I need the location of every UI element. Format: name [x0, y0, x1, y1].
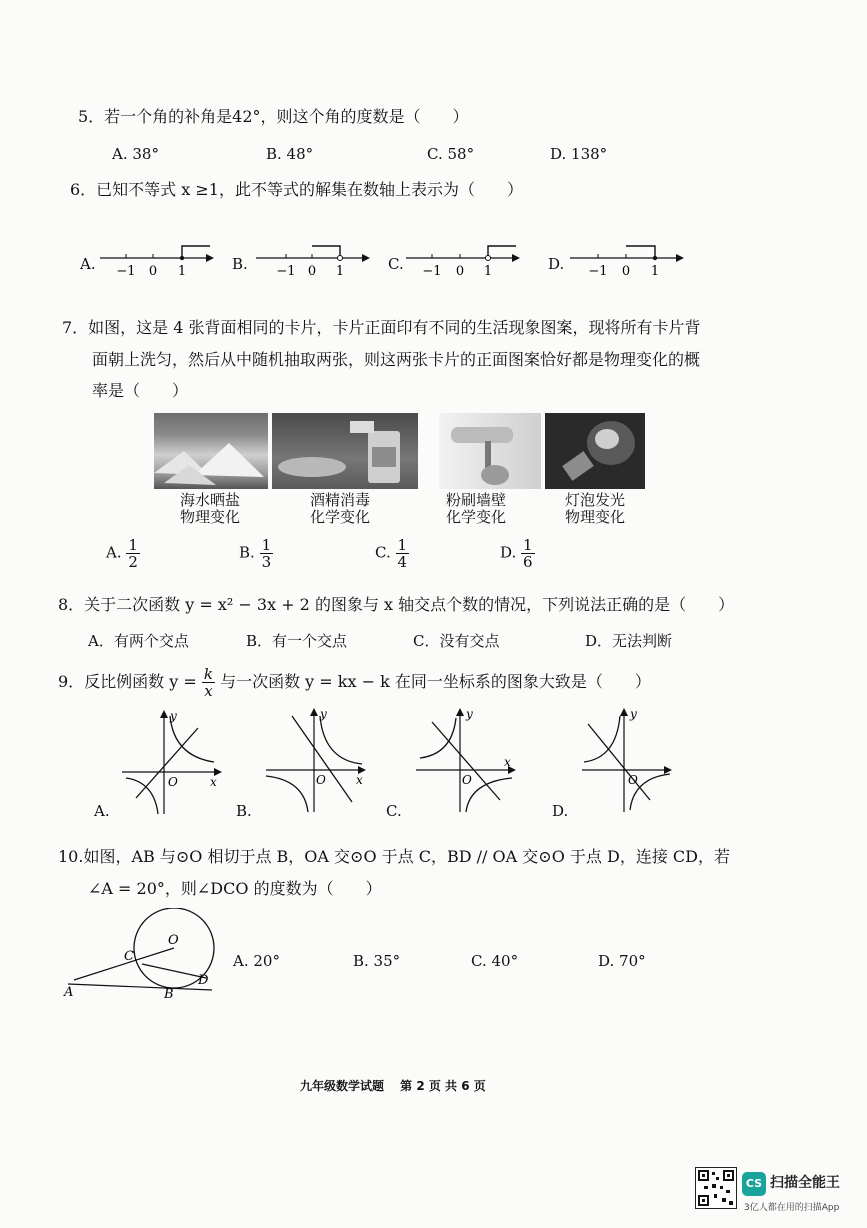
tick-label: 1	[335, 264, 345, 279]
q6-number-line-b	[254, 240, 376, 280]
tick-label: −1	[588, 264, 608, 279]
q6-option-c-letter: C.	[388, 255, 404, 273]
card-photo-sea-salt	[154, 413, 268, 489]
q9-graph-d	[578, 704, 688, 816]
q6-number-line-a	[98, 240, 218, 280]
q6-number-line-c	[404, 240, 526, 280]
svg-text:y: y	[630, 707, 637, 721]
watermark-subtitle: 3亿人都在用的扫描App	[744, 1203, 840, 1213]
q6-stem: 6．已知不等式 x ≥1，此不等式的解集在数轴上表示为（ ）	[70, 180, 523, 199]
q7-stem-line2: 面朝上洗匀，然后从中随机抽取两张，则这两张卡片的正面图案恰好都是物理变化的概	[92, 350, 701, 369]
q8-stem: 8．关于二次函数 y = x² − 3x + 2 的图象与 x 轴交点个数的情况，下列说法正确的是（ ）	[58, 595, 735, 614]
svg-text:x: x	[356, 773, 363, 787]
svg-text:x: x	[210, 775, 217, 789]
q10-option-d: D. 70°	[598, 952, 646, 970]
qr-code-icon	[695, 1167, 737, 1209]
svg-text:y: y	[170, 709, 177, 723]
q5-stem: 5．若一个角的补角是42°，则这个角的度数是（ ）	[78, 107, 469, 126]
q9-option-b-letter: B.	[236, 802, 252, 820]
q10-option-c: C. 40°	[471, 952, 519, 970]
q6-option-b-letter: B.	[232, 255, 248, 273]
card-photo-alcohol-disinfect	[272, 413, 418, 489]
card-caption-4: 灯泡发光 物理变化	[564, 491, 625, 526]
q10-stem-line1: 10.如图，AB 与⊙O 相切于点 B，OA 交⊙O 于点 C，BD // OA 交⊙O 于点 D，连接 CD，若	[58, 847, 730, 866]
q8-option-b: B．有一个交点	[246, 632, 348, 650]
q8-option-d: D．无法判断	[585, 632, 673, 650]
tick-label: 0	[307, 264, 317, 279]
svg-text:O: O	[628, 773, 638, 787]
svg-text:y: y	[466, 707, 473, 721]
tick-label: 0	[148, 264, 158, 279]
tick-label: 1	[650, 264, 660, 279]
q5-option-a: A. 38°	[112, 145, 159, 163]
svg-text:B: B	[164, 987, 174, 1002]
svg-text:O: O	[168, 775, 178, 789]
tick-label: 0	[621, 264, 631, 279]
q9-stem: 9．反比例函数 y = $\frac{k}{x}$ 与一次函数 y = kx − k 在同一坐标系的图象大致是（ ）	[58, 665, 651, 700]
card-caption-1: 海水晒盐 物理变化	[179, 491, 240, 526]
tick-label: −1	[116, 264, 136, 279]
q5-option-c: C. 58°	[427, 145, 475, 163]
q7-stem-line3: 率是（ ）	[92, 381, 189, 400]
q10-option-b: B. 35°	[353, 952, 401, 970]
q7-stem-line1: 7．如图，这是 4 张背面相同的卡片，卡片正面印有不同的生活现象图案，现将所有卡片背	[62, 318, 701, 337]
card-caption-3: 粉刷墙壁 化学变化	[445, 491, 506, 526]
q7-option-a: A. $\frac{1}{2}$	[106, 536, 138, 571]
watermark-title: 扫描全能王	[770, 1175, 840, 1191]
q5-option-b: B. 48°	[266, 145, 314, 163]
q6-option-d-letter: D.	[548, 255, 565, 273]
svg-text:O: O	[168, 933, 179, 948]
q10-circle-figure	[62, 908, 222, 1008]
q10-stem-line2: ∠A = 20°，则∠DCO 的度数为（ ）	[88, 879, 382, 898]
q10-option-a: A. 20°	[233, 952, 280, 970]
svg-text:x: x	[504, 755, 511, 769]
q7-option-c: C. $\frac{1}{4}$	[375, 536, 408, 571]
tick-label: 0	[455, 264, 465, 279]
svg-text:O: O	[316, 773, 326, 787]
svg-text:y: y	[320, 707, 327, 721]
tick-label: 1	[177, 264, 187, 279]
q9-graph-c	[412, 704, 522, 816]
q9-graph-b	[262, 704, 372, 816]
card-caption-2: 酒精消毒 化学变化	[309, 491, 370, 526]
q8-option-a: A．有两个交点	[88, 632, 189, 650]
q8-option-c: C．没有交点	[413, 632, 500, 650]
q9-option-d-letter: D.	[552, 802, 569, 820]
svg-text:O: O	[462, 773, 472, 787]
page-footer: 九年级数学试题 第 2 页 共 6 页	[300, 1079, 486, 1093]
svg-text:A: A	[64, 985, 74, 1000]
tick-label: −1	[422, 264, 442, 279]
card-photo-light-bulb	[545, 413, 645, 489]
svg-text:D: D	[198, 973, 209, 988]
q9-option-a-letter: A.	[94, 802, 110, 820]
camscanner-logo-icon: CS	[742, 1172, 766, 1196]
tick-label: −1	[276, 264, 296, 279]
q6-option-a-letter: A.	[80, 255, 96, 273]
q9-graph-a	[118, 706, 226, 818]
q7-option-b: B. $\frac{1}{3}$	[239, 536, 272, 571]
q6-number-line-d	[568, 240, 690, 280]
q7-option-d: D. $\frac{1}{6}$	[500, 536, 533, 571]
q9-option-c-letter: C.	[386, 802, 402, 820]
tick-label: 1	[483, 264, 493, 279]
card-photo-paint-wall	[439, 413, 541, 489]
svg-text:C: C	[124, 949, 134, 964]
q5-option-d: D. 138°	[550, 145, 608, 163]
